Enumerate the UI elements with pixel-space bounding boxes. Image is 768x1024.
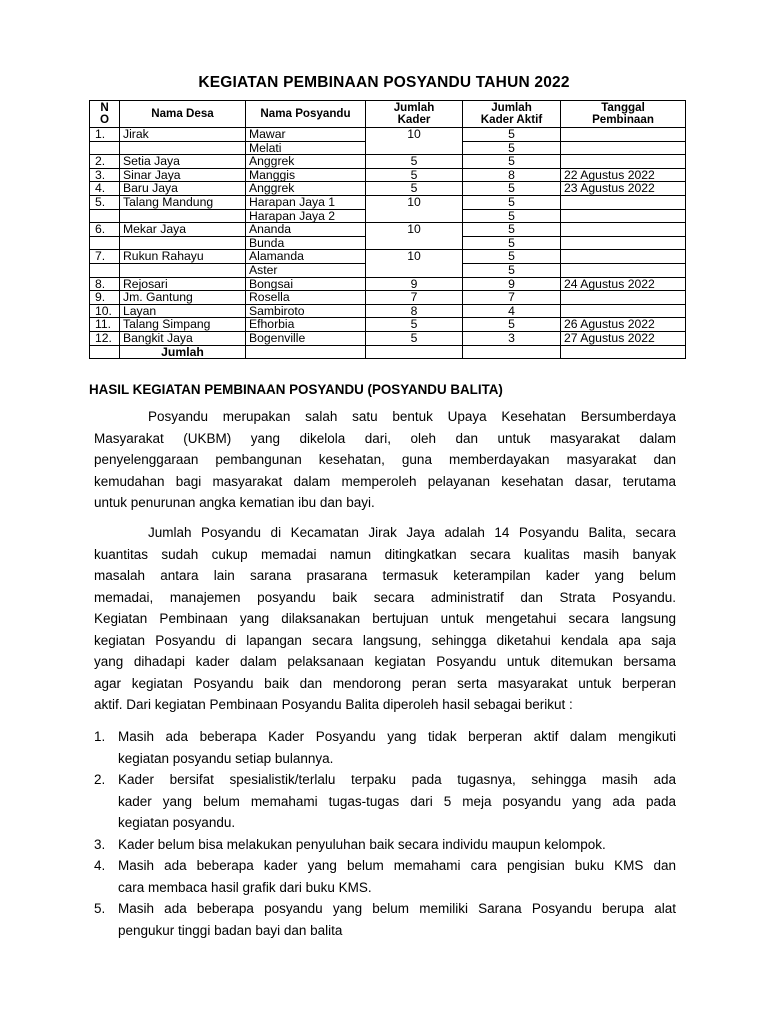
header-kader-aktif: Jumlah Kader Aktif xyxy=(463,101,561,128)
list-item xyxy=(94,726,676,769)
paragraph-intro xyxy=(94,406,676,514)
cell-nama-desa: Layan xyxy=(120,304,246,318)
cell-no xyxy=(90,263,120,277)
cell-jumlah-kader: 7 xyxy=(366,291,463,305)
cell-nama-posyandu: Harapan Jaya 1 xyxy=(246,195,366,209)
cell-nama-desa: Bangkit Jaya xyxy=(120,331,246,345)
header-jumlah-kader: Jumlah Kader xyxy=(366,101,463,128)
cell-nama-desa: Talang Mandung xyxy=(120,195,246,209)
table-row xyxy=(90,277,686,291)
list-item xyxy=(94,855,676,898)
cell-jumlah-kader: 5 xyxy=(366,168,463,182)
table-row xyxy=(90,318,686,332)
list-item xyxy=(94,898,676,941)
cell-no: 4. xyxy=(90,182,120,196)
cell-jumlah-kader: 5 xyxy=(366,182,463,196)
cell-tanggal-pembinaan xyxy=(561,223,686,237)
table-header-row xyxy=(90,101,686,128)
header-no: N O xyxy=(90,101,120,128)
paragraph-line: Posyandu merupakan salah satu bentuk Upaya Kesehatan Bersumberdaya xyxy=(148,409,676,424)
cell-kader-aktif: 7 xyxy=(463,291,561,305)
cell-tanggal-pembinaan xyxy=(561,155,686,169)
table-row xyxy=(90,223,686,237)
cell-no: 3. xyxy=(90,168,120,182)
paragraph-line: Jumlah Posyandu di Kecamatan Jirak Jaya adalah 14 Posyandu Balita, secara xyxy=(148,525,676,540)
cell-nama-posyandu: Anggrek xyxy=(246,155,366,169)
list-item-number: 5. xyxy=(94,901,106,916)
paragraph-line: untuk penurunan angka kematian ibu dan bayi. xyxy=(94,495,375,510)
cell-tanggal-pembinaan xyxy=(561,263,686,277)
list-item xyxy=(94,834,676,856)
list-item-text: Masih ada beberapa posyandu yang belum memiliki Sarana Posyandu berupa alat xyxy=(118,901,676,916)
cell-nama-desa: Jirak xyxy=(120,128,246,142)
cell-no: 7. xyxy=(90,250,120,264)
cell-kader-aktif: 5 xyxy=(463,141,561,155)
cell-tanggal-pembinaan: 24 Agustus 2022 xyxy=(561,277,686,291)
cell-tanggal-pembinaan xyxy=(561,128,686,142)
cell-nama-desa: Baru Jaya xyxy=(120,182,246,196)
cell-tanggal-pembinaan xyxy=(561,209,686,223)
cell-nama-posyandu: Harapan Jaya 2 xyxy=(246,209,366,223)
list-item-number: 3. xyxy=(94,836,106,852)
list-item-text: pengukur tinggi badan bayi dan balita xyxy=(118,922,343,938)
total-cell xyxy=(561,345,686,359)
cell-kader-aktif: 5 xyxy=(463,263,561,277)
cell-nama-posyandu: Anggrek xyxy=(246,182,366,196)
paragraph-line: Masyarakat (UKBM) yang dikelola dari, oleh dan untuk masyarakat dalam xyxy=(94,430,676,446)
paragraph-line: kegiatan Posyandu di lapangan secara langsung, sehingga diketahui kendala apa saja xyxy=(94,632,676,648)
cell-kader-aktif: 5 xyxy=(463,250,561,264)
cell-jumlah-kader: 9 xyxy=(366,277,463,291)
cell-nama-posyandu: Melati xyxy=(246,141,366,155)
cell-jumlah-kader: 5 xyxy=(366,155,463,169)
cell-no: 2. xyxy=(90,155,120,169)
table-row xyxy=(90,168,686,182)
cell-no: 5. xyxy=(90,195,120,209)
cell-nama-desa: Setia Jaya xyxy=(120,155,246,169)
paragraph-line: masalah antara lain sarana prasarana termasuk keterampilan kader yang belum xyxy=(94,568,676,583)
table-row xyxy=(90,128,686,142)
list-item-text: kegiatan posyandu. xyxy=(118,815,236,830)
cell-nama-desa xyxy=(120,236,246,250)
cell-tanggal-pembinaan: 23 Agustus 2022 xyxy=(561,182,686,196)
cell-nama-desa: Jm. Gantung xyxy=(120,291,246,305)
cell-kader-aktif: 5 xyxy=(463,195,561,209)
header-tanggal-pembinaan: Tanggal Pembinaan xyxy=(561,101,686,128)
cell-nama-posyandu: Mawar xyxy=(246,128,366,142)
cell-nama-posyandu: Efhorbia xyxy=(246,318,366,332)
cell-kader-aktif: 8 xyxy=(463,168,561,182)
cell-nama-desa: Rejosari xyxy=(120,277,246,291)
cell-kader-aktif: 5 xyxy=(463,223,561,237)
table-row xyxy=(90,195,686,209)
cell-kader-aktif: 5 xyxy=(463,155,561,169)
total-cell xyxy=(366,345,463,359)
total-cell xyxy=(246,345,366,359)
cell-nama-posyandu: Sambiroto xyxy=(246,304,366,318)
cell-nama-posyandu: Bongsai xyxy=(246,277,366,291)
header-nama-posyandu: Nama Posyandu xyxy=(246,101,366,128)
cell-tanggal-pembinaan: 27 Agustus 2022 xyxy=(561,331,686,345)
cell-jumlah-kader: 10 xyxy=(366,128,463,155)
paragraph-body xyxy=(94,522,676,716)
cell-kader-aktif: 5 xyxy=(463,209,561,223)
cell-nama-posyandu: Rosella xyxy=(246,291,366,305)
cell-tanggal-pembinaan xyxy=(561,291,686,305)
cell-nama-desa: Mekar Jaya xyxy=(120,223,246,237)
list-item-text: Kader bersifat spesialistik/terlalu terpaku pada tugasnya, sehingga masih ada xyxy=(118,772,676,787)
cell-nama-posyandu: Alamanda xyxy=(246,250,366,264)
table-row xyxy=(90,304,686,318)
cell-jumlah-kader: 5 xyxy=(366,318,463,332)
cell-nama-desa xyxy=(120,263,246,277)
cell-nama-desa xyxy=(120,141,246,155)
paragraph-line: kuantitas sudah cukup memadai namun ditingkatkan secara kualitas masih banyak xyxy=(94,546,676,562)
cell-kader-aktif: 9 xyxy=(463,277,561,291)
posyandu-table xyxy=(89,100,686,359)
cell-no: 10. xyxy=(90,304,120,318)
cell-jumlah-kader: 10 xyxy=(366,250,463,277)
paragraph-line: yang dihadapi kader dalam pelaksanaan kegiatan Posyandu untuk ditemukan bersama xyxy=(94,654,676,669)
table-row xyxy=(90,182,686,196)
cell-kader-aktif: 5 xyxy=(463,182,561,196)
cell-tanggal-pembinaan xyxy=(561,195,686,209)
cell-jumlah-kader: 8 xyxy=(366,304,463,318)
cell-tanggal-pembinaan: 22 Agustus 2022 xyxy=(561,168,686,182)
cell-kader-aktif: 5 xyxy=(463,318,561,332)
cell-kader-aktif: 3 xyxy=(463,331,561,345)
paragraph-line: kemudahan bagi masyarakat dalam memperoleh pelayanan kesehatan dasar, terutama xyxy=(94,473,676,489)
cell-nama-posyandu: Manggis xyxy=(246,168,366,182)
list-item-text: cara membaca hasil grafik dari buku KMS. xyxy=(118,879,372,895)
cell-nama-posyandu: Bogenville xyxy=(246,331,366,345)
list-item xyxy=(94,769,676,834)
table-total-row xyxy=(90,345,686,359)
cell-jumlah-kader: 5 xyxy=(366,331,463,345)
cell-tanggal-pembinaan xyxy=(561,250,686,264)
total-cell xyxy=(90,345,120,359)
paragraph-line: memadai, manajemen posyandu baik secara administratif dan Strata Posyandu. xyxy=(94,589,676,605)
total-label: Jumlah xyxy=(120,345,246,359)
cell-nama-posyandu: Bunda xyxy=(246,236,366,250)
cell-tanggal-pembinaan xyxy=(561,141,686,155)
paragraph-line: penyelenggaraan pembangunan kesehatan, guna memberdayakan masyarakat dan xyxy=(94,452,676,467)
cell-no xyxy=(90,141,120,155)
section-heading: HASIL KEGIATAN PEMBINAAN POSYANDU (POSYANDU BALITA) xyxy=(89,382,503,397)
cell-tanggal-pembinaan xyxy=(561,304,686,318)
cell-nama-desa: Sinar Jaya xyxy=(120,168,246,182)
table-row xyxy=(90,155,686,169)
cell-jumlah-kader: 10 xyxy=(366,223,463,250)
cell-no: 12. xyxy=(90,331,120,345)
cell-jumlah-kader: 10 xyxy=(366,195,463,222)
cell-tanggal-pembinaan: 26 Agustus 2022 xyxy=(561,318,686,332)
list-item-text: kader yang belum memahami tugas-tugas dari 5 meja posyandu yang ada pada xyxy=(118,793,676,809)
total-cell xyxy=(463,345,561,359)
list-item-text: Masih ada beberapa Kader Posyandu yang tidak berperan aktif dalam mengikuti xyxy=(118,729,676,744)
paragraph-line: aktif. Dari kegiatan Pembinaan Posyandu Balita diperoleh hasil sebagai berikut : xyxy=(94,697,573,712)
cell-kader-aktif: 4 xyxy=(463,304,561,318)
table-row xyxy=(90,250,686,264)
cell-no: 6. xyxy=(90,223,120,237)
table-row xyxy=(90,331,686,345)
list-item-text: kegiatan posyandu setiap bulannya. xyxy=(118,750,334,766)
cell-no: 9. xyxy=(90,291,120,305)
cell-no xyxy=(90,209,120,223)
paragraph-line: agar kegiatan Posyandu baik dan mendorong peran serta masyarakat untuk berperan xyxy=(94,675,676,691)
table-row xyxy=(90,291,686,305)
cell-nama-desa: Talang Simpang xyxy=(120,318,246,332)
list-item-number: 2. xyxy=(94,772,106,787)
cell-no: 1. xyxy=(90,128,120,142)
cell-nama-desa xyxy=(120,209,246,223)
list-item-text: Masih ada beberapa kader yang belum memahami cara pengisian buku KMS dan xyxy=(118,858,676,873)
list-item-text: Kader belum bisa melakukan penyuluhan baik secara individu maupun kelompok. xyxy=(118,836,606,852)
document-title: KEGIATAN PEMBINAAN POSYANDU TAHUN 2022 xyxy=(198,74,570,91)
cell-nama-posyandu: Aster xyxy=(246,263,366,277)
findings-list xyxy=(94,726,676,941)
cell-nama-desa: Rukun Rahayu xyxy=(120,250,246,264)
header-nama-desa: Nama Desa xyxy=(120,101,246,128)
paragraph-line: Kegiatan Pembinaan yang dilaksanakan bertujuan untuk mengetahui secara langsung xyxy=(94,611,676,626)
cell-kader-aktif: 5 xyxy=(463,236,561,250)
list-item-number: 4. xyxy=(94,858,106,873)
cell-kader-aktif: 5 xyxy=(463,128,561,142)
cell-no: 11. xyxy=(90,318,120,332)
list-item-number: 1. xyxy=(94,729,106,744)
cell-no: 8. xyxy=(90,277,120,291)
cell-tanggal-pembinaan xyxy=(561,236,686,250)
cell-no xyxy=(90,236,120,250)
cell-nama-posyandu: Ananda xyxy=(246,223,366,237)
